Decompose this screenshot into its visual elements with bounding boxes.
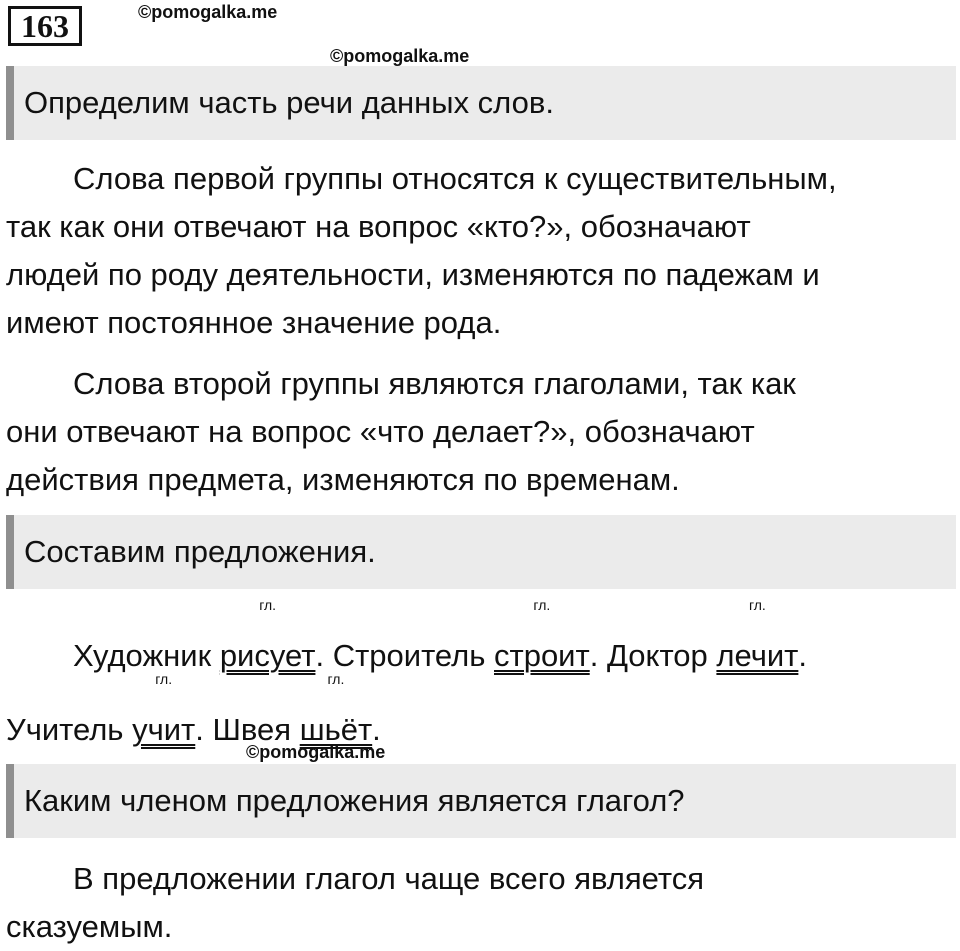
paragraph-line: В предложении глагол чаще всего является bbox=[73, 861, 704, 896]
section-heading-text: Составим предложения. bbox=[24, 534, 376, 569]
paragraph-line: Слова второй группы являются глаголами, так как bbox=[73, 366, 796, 401]
sentence-line: Учитель учит гл. . Швея шьёт гл. . bbox=[6, 710, 381, 750]
section-heading-part-of-speech bbox=[6, 66, 956, 140]
paragraph-verbs bbox=[6, 360, 796, 504]
paragraph-line: так как они отвечают на вопрос «кто?», обозначают bbox=[6, 209, 751, 244]
verb-predicate: учит гл. bbox=[132, 671, 196, 747]
sentence-line: Художник рисует гл. . Строитель строит гл. . Доктор лечит гл. . bbox=[73, 636, 807, 676]
section-heading-sentences bbox=[6, 515, 956, 589]
task-number: 163 bbox=[8, 6, 82, 46]
section-heading-text: Определим часть речи данных слов. bbox=[24, 85, 554, 120]
section-heading-text: Каким членом предложения является глагол? bbox=[24, 783, 685, 818]
verb-mark: гл. bbox=[327, 671, 345, 687]
subject-word: Швея bbox=[212, 712, 292, 747]
subject-word: Строитель bbox=[332, 638, 486, 673]
subject-word: Художник bbox=[73, 638, 212, 673]
paragraph-line: они отвечают на вопрос «что делает?», обозначают bbox=[6, 414, 755, 449]
verb-mark: гл. bbox=[259, 597, 277, 613]
verb-predicate: строит гл. bbox=[494, 597, 590, 673]
section-heading-question bbox=[6, 764, 956, 838]
paragraph-line: сказуемым. bbox=[6, 909, 173, 944]
paragraph-nouns bbox=[6, 155, 837, 347]
subject-word: Учитель bbox=[6, 712, 124, 747]
paragraph-line: действия предмета, изменяются по временам. bbox=[6, 462, 680, 497]
watermark: ©pomogalka.me bbox=[138, 2, 278, 22]
paragraph-line: имеют постоянное значение рода. bbox=[6, 305, 502, 340]
verb-mark: гл. bbox=[155, 671, 173, 687]
verb-predicate: рисует гл. bbox=[219, 597, 316, 673]
watermark: ©pomogalka.me bbox=[246, 742, 386, 762]
paragraph-answer bbox=[6, 855, 704, 951]
paragraph-line: Слова первой группы относятся к существительным, bbox=[73, 161, 837, 196]
verb-predicate: лечит гл. bbox=[716, 597, 799, 673]
verb-mark: гл. bbox=[533, 597, 551, 613]
paragraph-line: людей по роду деятельности, изменяются по падежам и bbox=[6, 257, 820, 292]
subject-word: Доктор bbox=[606, 638, 708, 673]
watermark: ©pomogalka.me bbox=[330, 46, 470, 66]
verb-predicate: шьёт гл. bbox=[299, 671, 373, 747]
verb-mark: гл. bbox=[748, 597, 766, 613]
